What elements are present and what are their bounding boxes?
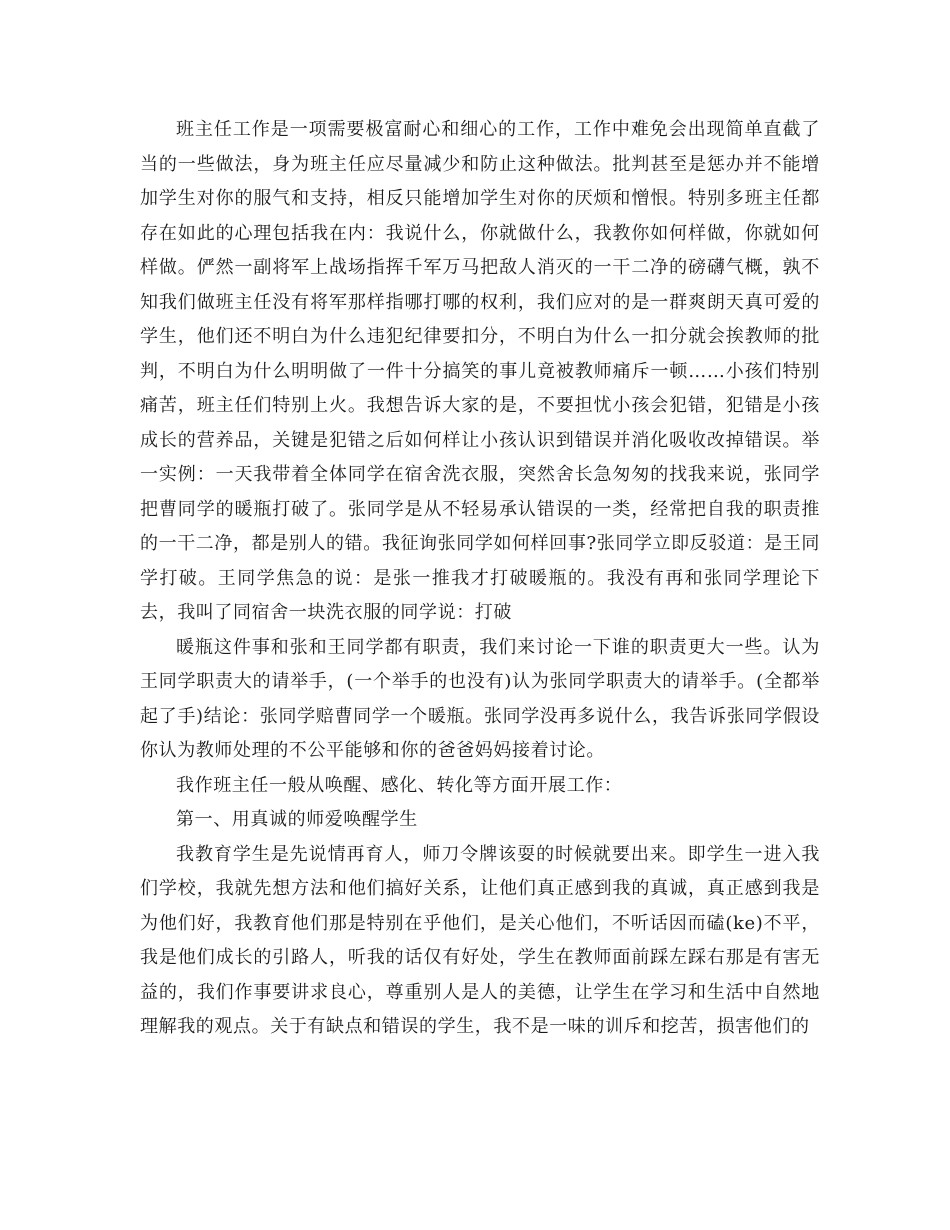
paragraph-2: 暖瓶这件事和张和王同学都有职责，我们来讨论一下谁的职责更大一些。认为王同学职责大的请举手，(一个举手的也没有)认为张同学职责大的请举手。(全都举起了手)结论：张同学赔曹同学一个暖瓶。张同学没再多说什么，我告诉张同学假设你认为教师处理的不公平能够和你的爸爸妈妈接着讨论。 xyxy=(140,636,820,761)
paragraph-3: 我作班主任一般从唤醒、感化、转化等方面开展工作： xyxy=(176,774,623,796)
document-body xyxy=(140,113,820,1045)
section-heading: 第一、用真诚的师爱唤醒学生 xyxy=(176,809,418,830)
paragraph-4: 我教育学生是先说情再育人，师刀令牌该耍的时候就要出来。即学生一进入我们学校，我就先想方法和他们搞好关系，让他们真正感到我的真诚，真正感到我是为他们好，我教育他们那是特别在乎他们，是关心他们，不听话因而磕(ke)不平，我是他们成长的引路人，听我的话仅有好处，学生在教师面前踩左踩右那是有害无益的，我们作事要讲求良心，尊重别人是人的美德，让学生在学习和生活中自然地理解我的观点。关于有缺点和错误的学生，我不是一味的训斥和挖苦，损害他们的 xyxy=(140,843,820,1037)
paragraph-1: 班主任工作是一项需要极富耐心和细心的工作，工作中难免会出现简单直截了当的一些做法，身为班主任应尽量减少和防止这种做法。批判甚至是惩办并不能增加学生对你的服气和支持，相反只能增加学生对你的厌烦和憎恨。特别多班主任都存在如此的心理包括我在内：我说什么，你就做什么，我教你如何样做，你就如何样做。俨然一副将军上战场指挥千军万马把敌人消灭的一干二净的磅礴气概，孰不知我们做班主任没有将军那样指哪打哪的权利，我们应对的是一群爽朗天真可爱的学生，他们还不明白为什么违犯纪律要扣分，不明白为什么一扣分就会挨教师的批判，不明白为什么明明做了一件十分搞笑的事儿竟被教师痛斥一顿……小孩们特别痛苦，班主任们特别上火。我想告诉大家的是，不要担忧小孩会犯错，犯错是小孩成长的营养品，关键是犯错之后如何样让小孩认识到错误并消化吸收改掉错误。举一实例：一天我带着全体同学在宿舍洗衣服，突然舍长急匆匆的找我来说，张同学把曹同学的暖瓶打破了。张同学是从不轻易承认错误的一类，经常把自我的职责推的一干二净，都是别人的错。我征询张同学如何样回事?张同学立即反驳道：是王同学打破。王同学焦急的说：是张一推我才打破暖瓶的。我没有再和张同学理论下去，我叫了同宿舍一块洗衣服的同学说：打破 xyxy=(140,119,820,623)
